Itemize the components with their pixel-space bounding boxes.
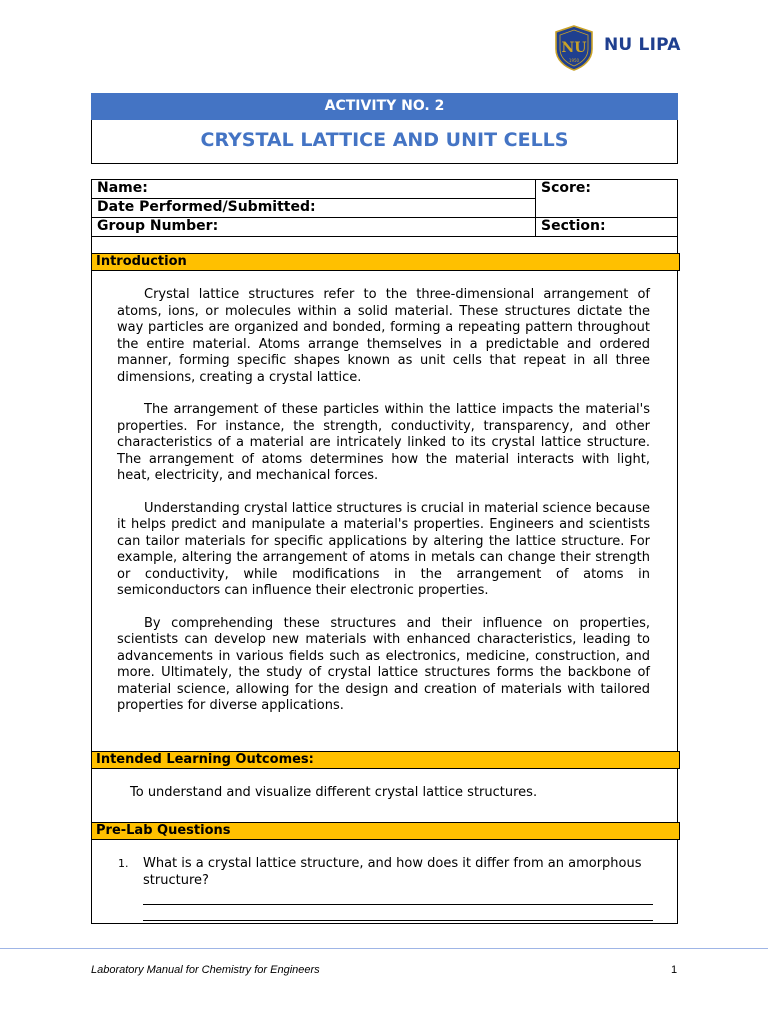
svg-text:1950: 1950 xyxy=(568,58,580,63)
activity-number: ACTIVITY NO. 2 xyxy=(91,93,678,120)
spacer-row xyxy=(91,236,678,253)
answer-line-2[interactable] xyxy=(143,920,653,921)
intro-paragraph-3: Understanding crystal lattice structures is crucial in material science because it helps predict and manipulate a material's properties. Engineers and scientists can tailor materials for specific applications by altering the lattice structure. For example, altering the arrangement of atoms in metals can change their strength or conductivity, while modifications in the arrangement of atoms in semiconductors can influence their electronic properties. xyxy=(117,500,650,598)
prelab-heading: Pre-Lab Questions xyxy=(91,822,680,840)
date-field[interactable]: Date Performed/Submitted: xyxy=(92,199,536,218)
svg-text:NU: NU xyxy=(561,40,587,56)
section-field[interactable]: Section: xyxy=(536,218,678,237)
group-field[interactable]: Group Number: xyxy=(92,218,536,237)
student-info-table xyxy=(91,179,678,237)
score-field[interactable]: Score: xyxy=(536,180,678,218)
footer-manual-title: Laboratory Manual for Chemistry for Engineers xyxy=(91,964,320,976)
page-number: 1 xyxy=(671,964,678,976)
question-number: 1. xyxy=(118,857,129,870)
nu-seal-logo-icon xyxy=(554,25,594,71)
name-field[interactable]: Name: xyxy=(92,180,536,199)
introduction-text xyxy=(117,287,650,731)
intro-paragraph-2: The arrangement of these particles within the lattice impacts the material's properties. For instance, the strength, conductivity, transparency, and other characteristics of a material are intricately linked to its crystal lattice structure. The arrangement of atoms determines how the material interacts with light, heat, electricity, and mechanical forces. xyxy=(117,402,650,483)
activity-title: CRYSTAL LATTICE AND UNIT CELLS xyxy=(91,120,678,164)
footer-divider xyxy=(0,948,768,949)
question-text: What is a crystal lattice structure, and how does it differ from an amorphous structure? xyxy=(143,856,642,888)
ilo-text: To understand and visualize different crystal lattice structures. xyxy=(130,785,538,800)
brand-name: NU LIPA xyxy=(604,35,681,55)
ilo-heading: Intended Learning Outcomes: xyxy=(91,751,680,769)
answer-line-1[interactable] xyxy=(143,904,653,905)
intro-paragraph-4: By comprehending these structures and their influence on properties, scientists can develop new materials with enhanced characteristics, leading to advancements in various fields such as electronics, medicine, construction, and more. Ultimately, the study of crystal lattice structures forms the backbone of material science, allowing for the design and creation of materials with tailored properties for diverse applications. xyxy=(117,615,650,713)
intro-paragraph-1: Crystal lattice structures refer to the three-dimensional arrangement of atoms, ions, or molecules within a solid material. These structures dictate the way particles are organized and bonded, forming a repeating pattern throughout the entire material. Atoms arrange themselves in a predictable and ordered manner, forming specific shapes known as unit cells that repeat in all three dimensions, creating a crystal lattice. xyxy=(117,287,650,385)
introduction-heading: Introduction xyxy=(91,253,680,271)
